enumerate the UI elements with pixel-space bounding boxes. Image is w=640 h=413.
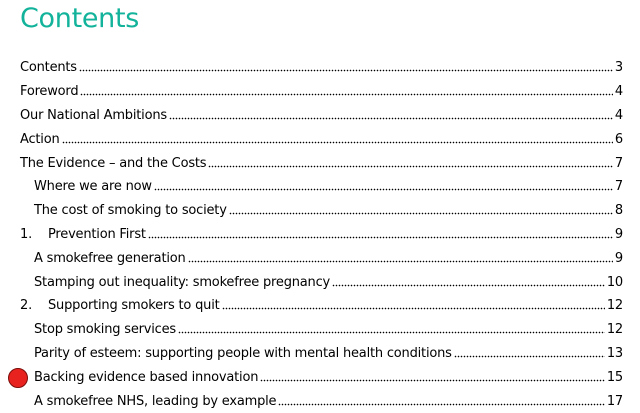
toc-entry-parity-of-esteem[interactable] (0, 342, 640, 366)
toc-entry-label: Parity of esteem: supporting people with mental health conditions (34, 345, 452, 361)
toc-entry-stamping-out-inequality[interactable] (0, 270, 640, 294)
red-dot-marker-icon (8, 368, 28, 388)
toc-entry-supporting-smokers[interactable] (0, 294, 640, 318)
toc-entry-foreword[interactable] (0, 80, 640, 104)
toc-page-number: 8 (614, 203, 623, 219)
toc-entry-label: Stamping out inequality: smokefree pregnancy (34, 274, 331, 290)
dot-leader (260, 376, 605, 384)
toc-entry-label: Backing evidence based innovation (34, 369, 259, 385)
toc-page-number: 9 (614, 250, 623, 266)
toc-section-number: 2. (20, 298, 33, 314)
toc-page-number: 9 (614, 226, 623, 242)
toc-entry-smokefree-generation[interactable] (0, 246, 640, 270)
toc-entry-our-national-ambitions[interactable] (0, 104, 640, 128)
dot-leader (80, 91, 613, 99)
toc-entry-label: Supporting smokers to quit (48, 298, 220, 314)
dot-leader (229, 210, 613, 218)
toc-entry-label: Where we are now (34, 179, 152, 195)
dot-leader (62, 138, 613, 146)
dot-leader (222, 305, 605, 313)
toc-page-number: 7 (614, 179, 623, 195)
page-title: Contents (20, 3, 140, 34)
dot-leader (454, 352, 605, 360)
toc-entry-label: The cost of smoking to society (34, 203, 227, 219)
dot-leader (188, 257, 613, 265)
toc-entry-label: Prevention First (48, 226, 146, 242)
toc-page-number: 7 (614, 155, 623, 171)
dot-leader (208, 162, 613, 170)
toc-entry-backing-evidence[interactable] (0, 365, 640, 389)
dot-leader (332, 281, 605, 289)
toc-entry-the-evidence[interactable] (0, 151, 640, 175)
toc-entry-label: Stop smoking services (34, 322, 176, 338)
dot-leader (169, 114, 613, 122)
toc-entry-label: Our National Ambitions (20, 107, 167, 123)
toc-page-number: 17 (606, 393, 623, 409)
toc-page-number: 3 (614, 60, 623, 76)
toc-page-number: 15 (606, 369, 623, 385)
toc-entry-contents[interactable] (0, 56, 640, 80)
toc-page-number: 6 (614, 131, 623, 147)
toc-page-number: 10 (606, 274, 623, 290)
toc-entry-label: Contents (20, 60, 77, 76)
dot-leader (278, 400, 604, 408)
toc-entry-action[interactable] (0, 127, 640, 151)
toc-entry-label: A smokefree NHS, leading by example (34, 393, 277, 409)
toc-page-number: 13 (606, 345, 623, 361)
toc-entry-label: The Evidence – and the Costs (20, 155, 207, 171)
toc-page-number: 4 (614, 84, 623, 100)
toc-page-number: 12 (606, 298, 623, 314)
toc-entry-where-we-are-now[interactable] (0, 175, 640, 199)
toc-entry-smokefree-nhs[interactable] (0, 389, 640, 413)
toc-entry-stop-smoking-services[interactable] (0, 318, 640, 342)
dot-leader (178, 329, 605, 337)
toc-page-number: 12 (606, 322, 623, 338)
toc-section-number: 1. (20, 226, 33, 242)
toc-entry-label: Action (20, 131, 60, 147)
toc-page-number: 4 (614, 107, 623, 123)
dot-leader (79, 67, 613, 75)
toc-entry-label: A smokefree generation (34, 250, 186, 266)
toc-entry-label: Foreword (20, 84, 79, 100)
dot-leader (154, 186, 613, 194)
dot-leader (148, 233, 613, 241)
table-of-contents (0, 56, 640, 413)
toc-entry-prevention-first[interactable] (0, 223, 640, 247)
toc-entry-cost-of-smoking[interactable] (0, 199, 640, 223)
